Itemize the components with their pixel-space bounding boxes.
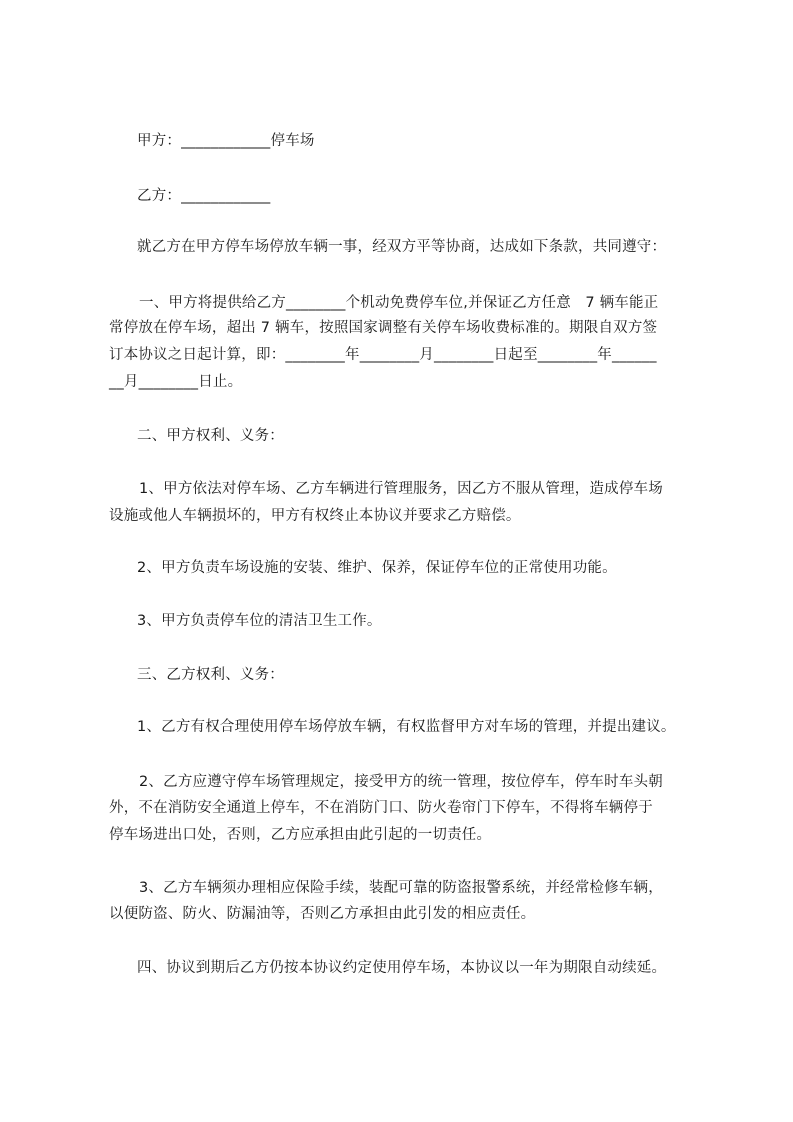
- section4-text: 四、协议到期后乙方仍按本协议约定使用停车场，本协议以一年为期限自动续延。: [137, 960, 667, 976]
- party-b-line: 乙方：____________: [137, 188, 271, 204]
- section2-item1-line1: 1、甲方依法对停车场、乙方车辆进行管理服务，因乙方不服从管理，造成停车场: [139, 481, 663, 497]
- clause1-line4: __月________日止。: [109, 374, 243, 390]
- section2-heading: 二、甲方权利、义务：: [137, 428, 284, 444]
- section2-item3: 3、甲方负责停车位的清洁卫生工作。: [137, 613, 382, 629]
- section3-item3-line2: 以便防盗、防火、防漏油等，否则乙方承担由此引发的相应责任。: [109, 906, 536, 922]
- clause1-line1: 一、甲方将提供给乙方________个机动免费停车位,并保证乙方任意 7 辆车能正: [139, 295, 659, 311]
- section3-item2-line2: 外，不在消防安全通道上停车，不在消防门口、防火卷帘门下停车，不得将车辆停于: [109, 800, 653, 816]
- section3-heading: 三、乙方权利、义务：: [137, 667, 284, 683]
- section3-item2-line1: 2、乙方应遵守停车场管理规定，接受甲方的统一管理，按位停车，停车时车头朝: [139, 774, 663, 790]
- section2-item1-line2: 设施或他人车辆损坏的，甲方有权终止本协议并要求乙方赔偿。: [109, 508, 521, 524]
- party-a-line: 甲方：____________停车场: [137, 133, 315, 149]
- section2-item2: 2、甲方负责车场设施的安装、维护、保养，保证停车位的正常使用功能。: [137, 560, 617, 576]
- section3-item2-line3: 停车场进出口处，否则，乙方应承担由此引起的一切责任。: [109, 827, 492, 843]
- section3-item1: 1、乙方有权合理使用停车场停放车辆，有权监督甲方对车场的管理，并提出建议。: [137, 719, 676, 735]
- clause1-line3: 订本协议之日起计算，即：________年________月________日起至________年______: [109, 347, 657, 363]
- section3-item3-line1: 3、乙方车辆须办理相应保险手续，装配可靠的防盗报警系统，并经常检修车辆，: [139, 880, 663, 896]
- clause1-line2: 常停放在停车场，超出 7 辆车，按照国家调整有关停车场收费标准的。期限自双方签: [109, 320, 658, 336]
- preamble-text: 就乙方在甲方停车场停放车辆一事，经双方平等协商，达成如下条款，共同遵守：: [137, 239, 667, 255]
